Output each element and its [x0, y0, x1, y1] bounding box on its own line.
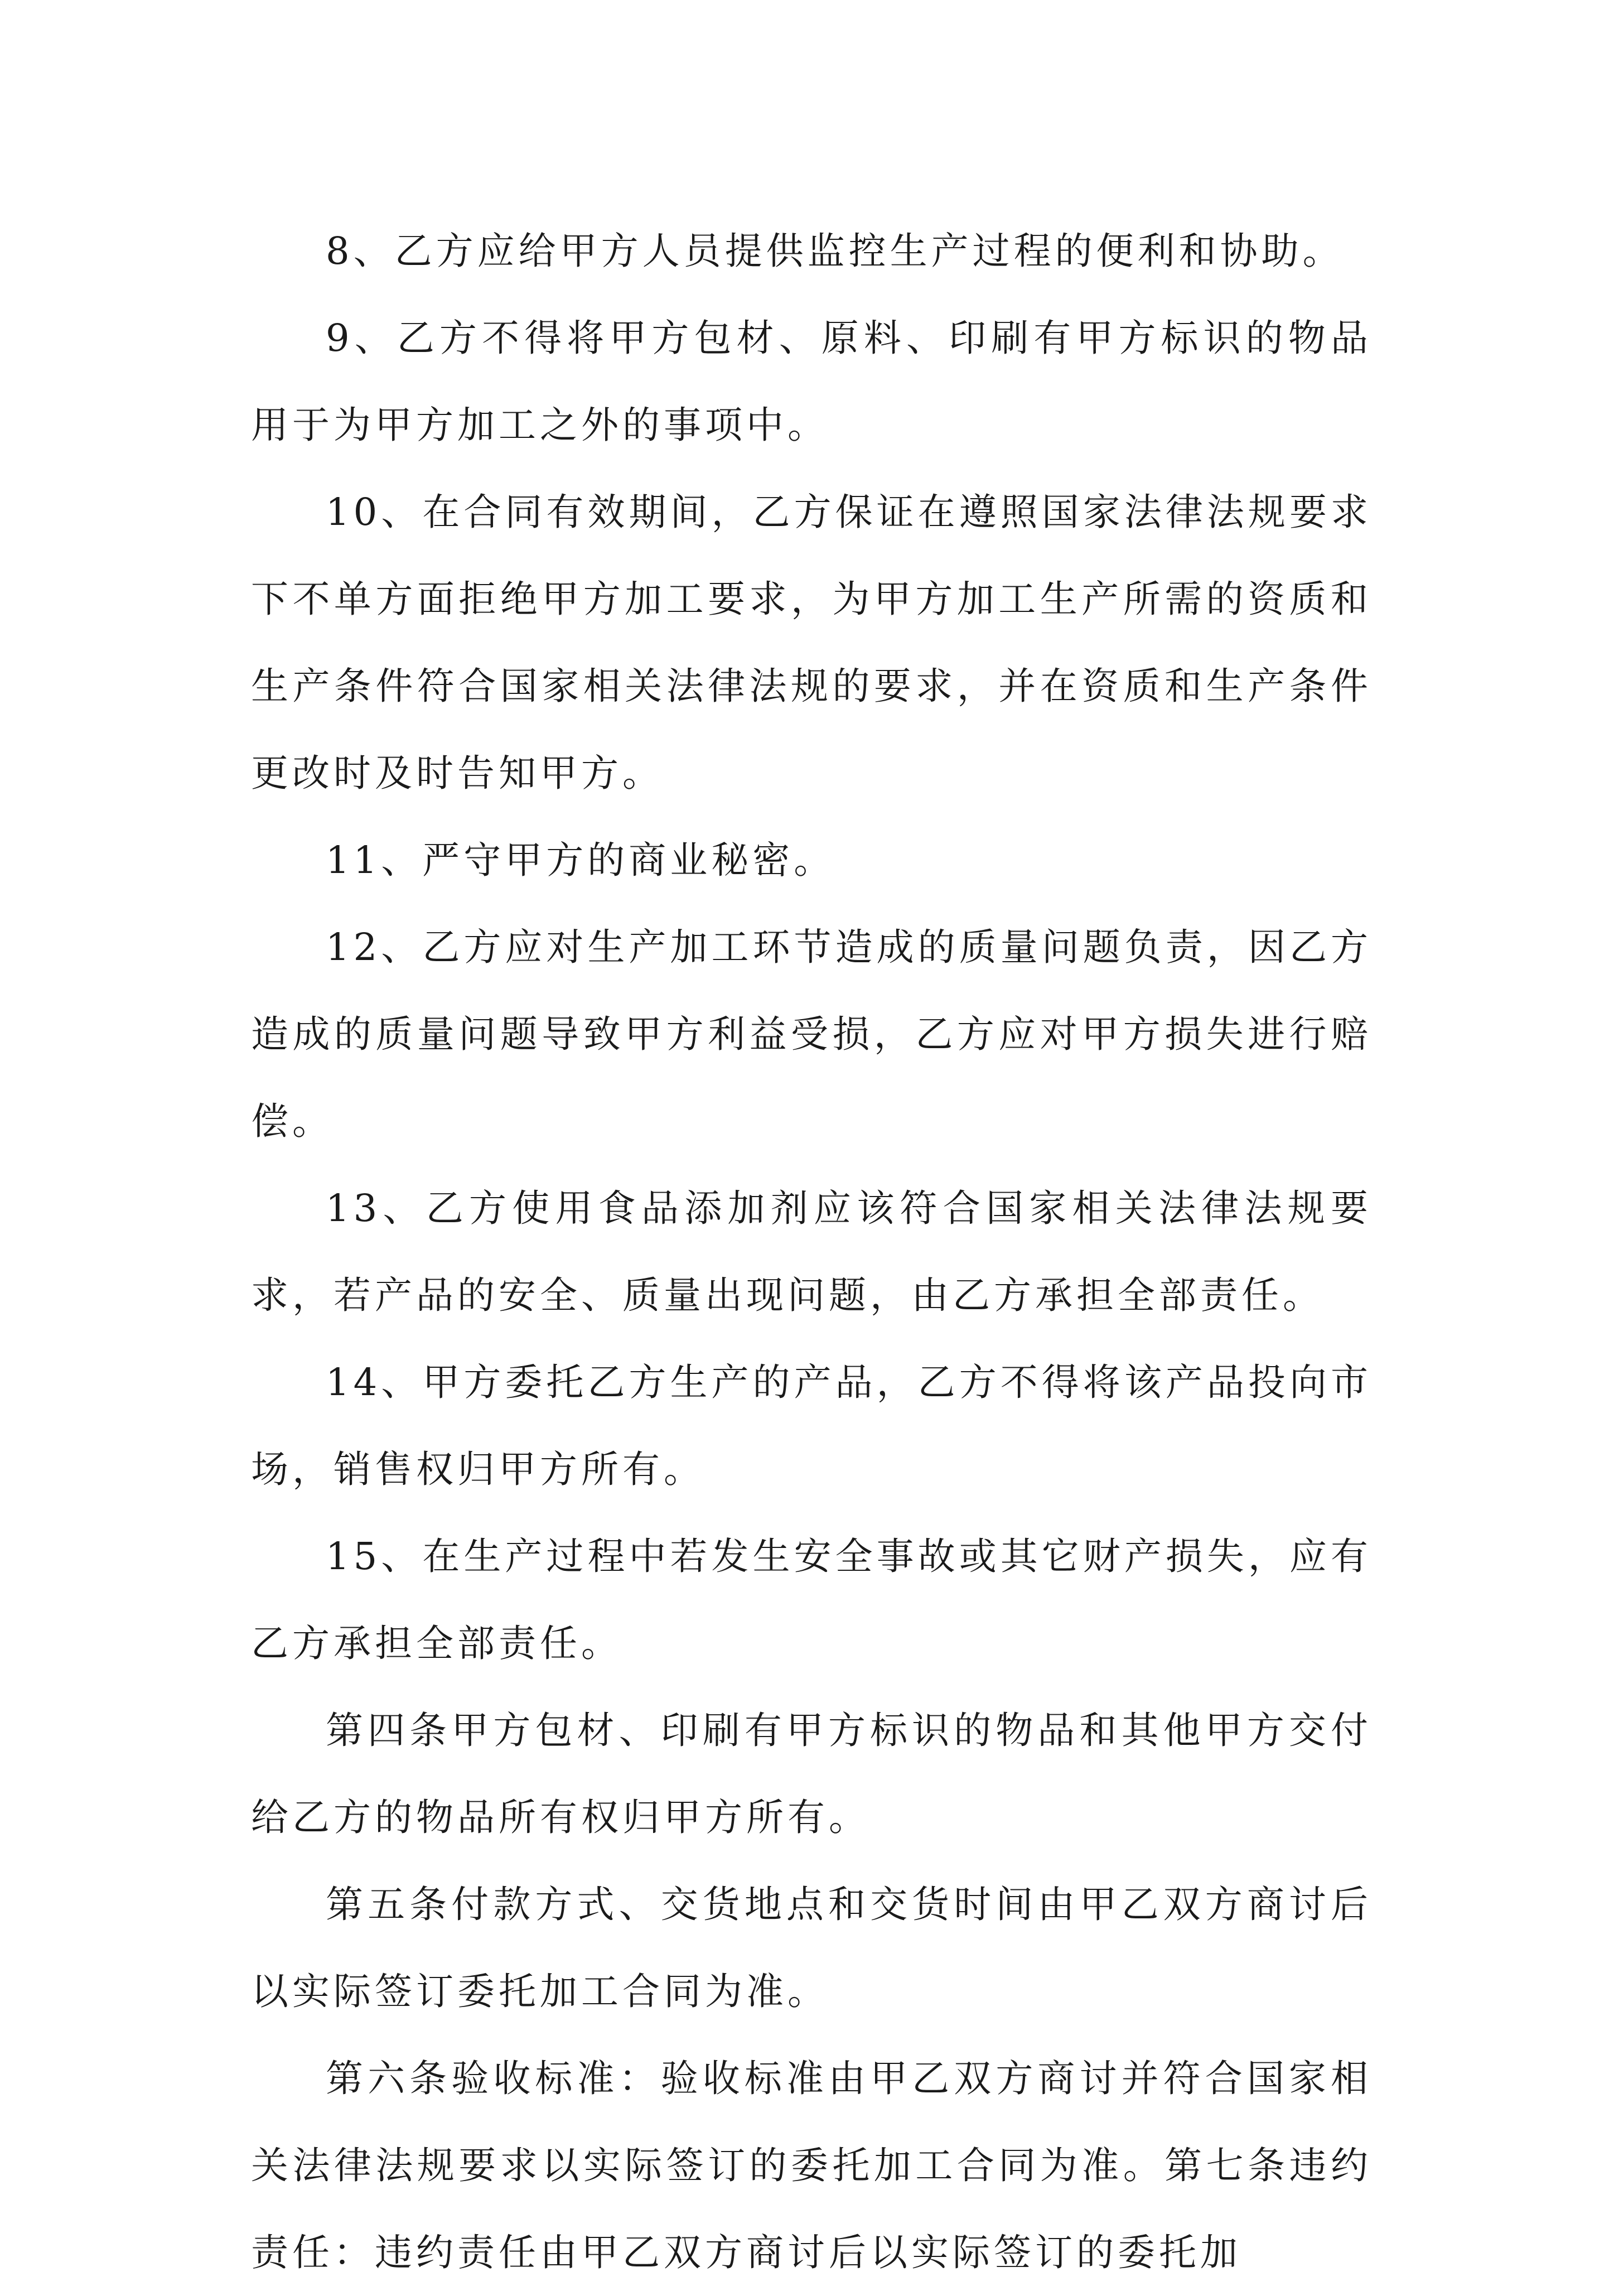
clause-13: 13、乙方使用食品添加剂应该符合国家相关法律法规要求，若产品的安全、质量出现问题，由乙方承担全部责任。 [251, 1186, 1372, 1317]
clause-11: 11、严守甲方的商业秘密。 [326, 838, 835, 882]
article-5: 第五条付款方式、交货地点和交货时间由甲乙双方商讨后以实际签订委托加工合同为准。 [251, 1883, 1372, 2013]
clause-12: 12、乙方应对生产加工环节造成的质量问题负责，因乙方造成的质量问题导致甲方利益受损，乙方应对甲方损失进行赔偿。 [251, 925, 1372, 1143]
clause-10: 10、在合同有效期间，乙方保证在遵照国家法律法规要求下不单方面拒绝甲方加工要求，为甲方加工生产所需的资质和生产条件符合国家相关法律法规的要求，并在资质和生产条件更改时及时告知甲方。 [251, 490, 1372, 795]
clause-9: 9、乙方不得将甲方包材、原料、印刷有甲方标识的物品用于为甲方加工之外的事项中。 [251, 316, 1372, 447]
clause-8: 8、乙方应给甲方人员提供监控生产过程的便利和协助。 [326, 229, 1344, 273]
article-4: 第四条甲方包材、印刷有甲方标识的物品和其他甲方交付给乙方的物品所有权归甲方所有。 [251, 1709, 1372, 1839]
document-body [251, 208, 1372, 2296]
article-6-7: 第六条验收标准：验收标准由甲乙双方商讨并符合国家相关法律法规要求以实际签订的委托加工合同为准。第七条违约责任：违约责任由甲乙双方商讨后以实际签订的委托加 [251, 2057, 1372, 2274]
clause-15: 15、在生产过程中若发生安全事故或其它财产损失，应有乙方承担全部责任。 [251, 1535, 1372, 1665]
clause-14: 14、甲方委托乙方生产的产品，乙方不得将该产品投向市场，销售权归甲方所有。 [251, 1361, 1372, 1491]
